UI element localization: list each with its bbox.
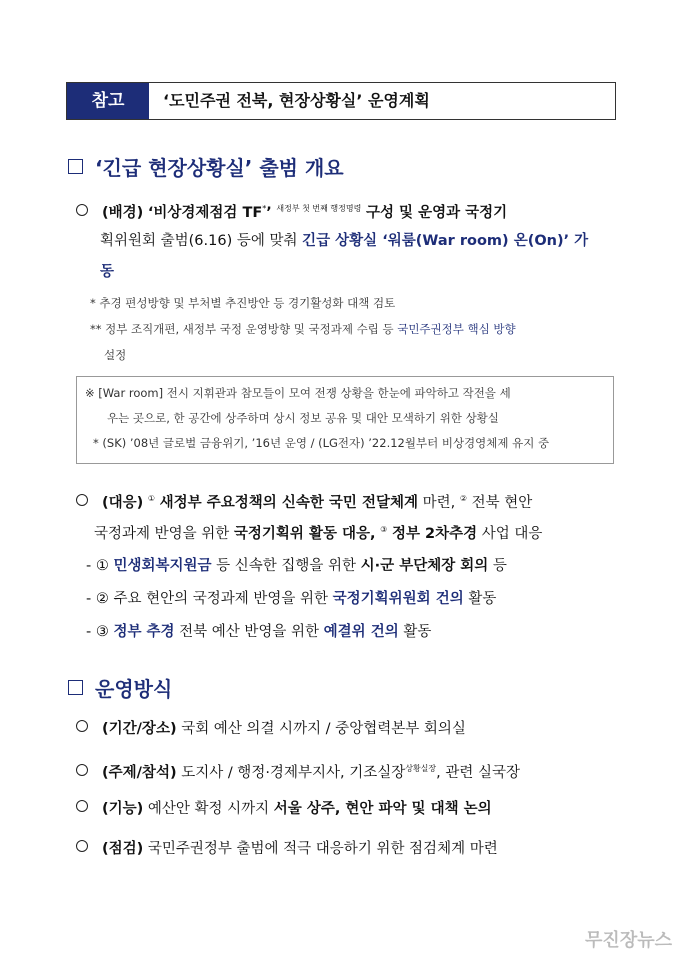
header-box — [66, 82, 616, 120]
section2-heading: 운영방식 — [68, 673, 172, 702]
operation-item-check: (점검) 국민주권정부 출범에 적극 대응하기 위한 점검체계 마련 — [76, 836, 498, 862]
square-bullet-icon — [68, 680, 83, 695]
background-line-2: 획위원회 출범(6.16) 등에 맞춰 긴급 상황실 ‘워룸(War room) 온(On)’ 가 — [100, 233, 589, 249]
note-1: * 추경 편성방향 및 부처별 추진방안 등 경기활성화 대책 검토 — [90, 296, 396, 310]
background-line-3: 동 — [100, 264, 115, 280]
ref-line-1: ※ [War room] 전시 지휘관과 참모들이 모여 전쟁 상황을 한눈에 파악하고 작전을 세 — [85, 386, 511, 400]
sub-item-3: - ③ 정부 추경 전북 예산 반영을 위한 예결위 건의 활동 — [86, 624, 432, 640]
ref-line-3: * (SK) ’08년 글로벌 금융위기, ’16년 운영 / (LG전자) ’22.12월부터 비상경영체제 유지 중 — [93, 436, 550, 450]
operation-item-function: (기능) 예산안 확정 시까지 서울 상주, 현안 파악 및 대책 논의 — [76, 796, 492, 822]
response-line-2: 국정과제 반영을 위한 국정기획위 활동 대응, ③ 정부 2차추경 사업 대응 — [94, 525, 543, 542]
circle-bullet-icon — [76, 764, 88, 776]
operation-item-host: (주제/참석) 도지사 / 행정·경제부지사, 기조실장$^{상황실장}$, 관련 실국장 — [76, 756, 520, 786]
square-bullet-icon — [68, 159, 83, 174]
circle-bullet-icon — [76, 720, 88, 732]
circle-bullet-icon — [76, 494, 88, 506]
section1-heading: ‘긴급 현장상황실’ 출범 개요 — [68, 152, 344, 181]
note-2-cont: 설정 — [104, 348, 127, 362]
watermark-logo: 무진장뉴스 — [585, 930, 672, 951]
sub-item-2: - ② 주요 현안의 국정과제 반영을 위한 국정기획위원회 건의 활동 — [86, 591, 497, 607]
circle-bullet-icon — [76, 840, 88, 852]
document-title: ‘도민주권 전북, 현장상황실’ 운영계획 — [163, 91, 430, 110]
ref-line-2: 우는 곳으로, 한 공간에 상주하며 상시 정보 공유 및 대안 모색하기 위한 상황실 — [107, 411, 499, 425]
circle-bullet-icon — [76, 800, 88, 812]
reference-tag: 참고 — [67, 83, 149, 119]
response-line-1: (대응) ① 새정부 주요정책의 신속한 국민 전달체계 마련, ② 전북 현안 — [76, 486, 532, 516]
background-line-1: (배경) ‘비상경제점검 TF*’ $^{새정부 첫 번째 행정명령}$ 구성 및 운영과 국정기 — [76, 196, 507, 226]
war-room-reference-box — [76, 376, 614, 464]
operation-item-period: (기간/장소) 국회 예산 의결 시까지 / 중앙협력본부 회의실 — [76, 716, 466, 742]
circle-bullet-icon — [76, 204, 88, 216]
sub-item-1: - ① 민생회복지원금 등 신속한 집행을 위한 시·군 부단체장 회의 등 — [86, 558, 507, 574]
note-2: ** 정부 조직개편, 새정부 국정 운영방향 및 국정과제 수립 등 국민주권정부 핵심 방향 — [90, 322, 516, 336]
